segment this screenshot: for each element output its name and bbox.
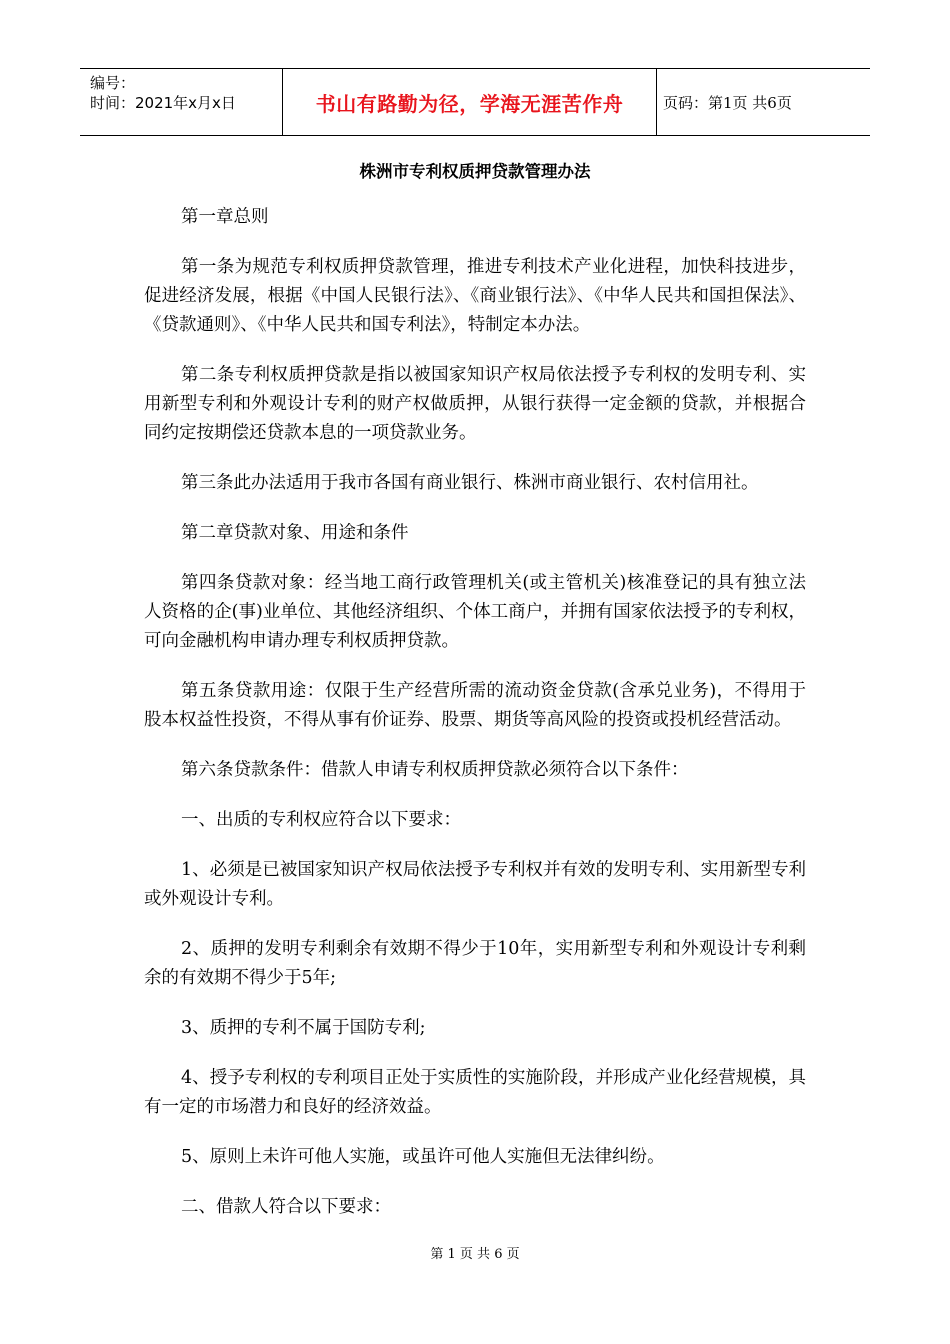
page-footer: 第 1 页 共 6 页 [430, 1247, 520, 1262]
header-motto: 书山有路勤为径，学海无涯苦作舟 [282, 69, 657, 135]
document-number-label: 编号： [90, 74, 136, 92]
list-item: 4、授予专利权的专利项目正处于实质性的实施阶段，并形成产业化经营规模，具有一定的市场潜力和良好的经济效益。 [144, 1068, 806, 1117]
document-date: 时间：2021年x月x日 [90, 94, 236, 112]
page-header [80, 68, 870, 136]
article-paragraph: 第四条贷款对象：经当地工商行政管理机关(或主管机关)核准登记的具有独立法人资格的企(事)业单位、其他经济组织、个体工商户，并拥有国家依法授予的专利权，可向金融机构申请办理专利权质押贷款。 [144, 573, 806, 651]
list-item: 3、质押的专利不属于国防专利; [181, 1018, 426, 1038]
document-title: 株洲市专利权质押贷款管理办法 [359, 162, 591, 181]
header-page-info: 页码：第1页 共6页 [663, 93, 792, 112]
article-paragraph: 第五条贷款用途：仅限于生产经营所需的流动资金贷款(含承兑业务)，不得用于股本权益性投资，不得从事有价证券、股票、期货等高风险的投资或投机经营活动。 [144, 681, 806, 730]
article-paragraph: 第六条贷款条件：借款人申请专利权质押贷款必须符合以下条件： [181, 760, 689, 780]
header-meta [80, 69, 282, 135]
article-paragraph: 第二条专利权质押贷款是指以被国家知识产权局依法授予专利权的发明专利、实用新型专利和外观设计专利的财产权做质押，从银行获得一定金额的贷款，并根据合同约定按期偿还贷款本息的一项贷款业务。 [144, 365, 806, 443]
chapter-heading: 第一章总则 [181, 207, 269, 227]
article-paragraph: 第三条此办法适用于我市各国有商业银行、株洲市商业银行、农村信用社。 [181, 473, 759, 493]
list-item: 2、质押的发明专利剩余有效期不得少于10年，实用新型专利和外观设计专利剩余的有效期不得少于5年; [144, 939, 806, 988]
list-item: 5、原则上未许可他人实施，或虽许可他人实施但无法律纠纷。 [181, 1147, 665, 1167]
chapter-heading: 第二章贷款对象、用途和条件 [181, 523, 409, 543]
list-heading: 二、借款人符合以下要求： [181, 1197, 391, 1217]
document-body [144, 203, 806, 1243]
article-paragraph: 第一条为规范专利权质押贷款管理，推进专利技术产业化进程，加快科技进步，促进经济发展，根据《中国人民银行法》、《商业银行法》、《中华人民共和国担保法》、《贷款通则》、《中华人民共和国专利法》，特制定本办法。 [144, 257, 806, 335]
list-heading: 一、出质的专利权应符合以下要求： [181, 810, 461, 830]
list-item: 1、必须是已被国家知识产权局依法授予专利权并有效的发明专利、实用新型专利或外观设计专利。 [144, 860, 806, 909]
